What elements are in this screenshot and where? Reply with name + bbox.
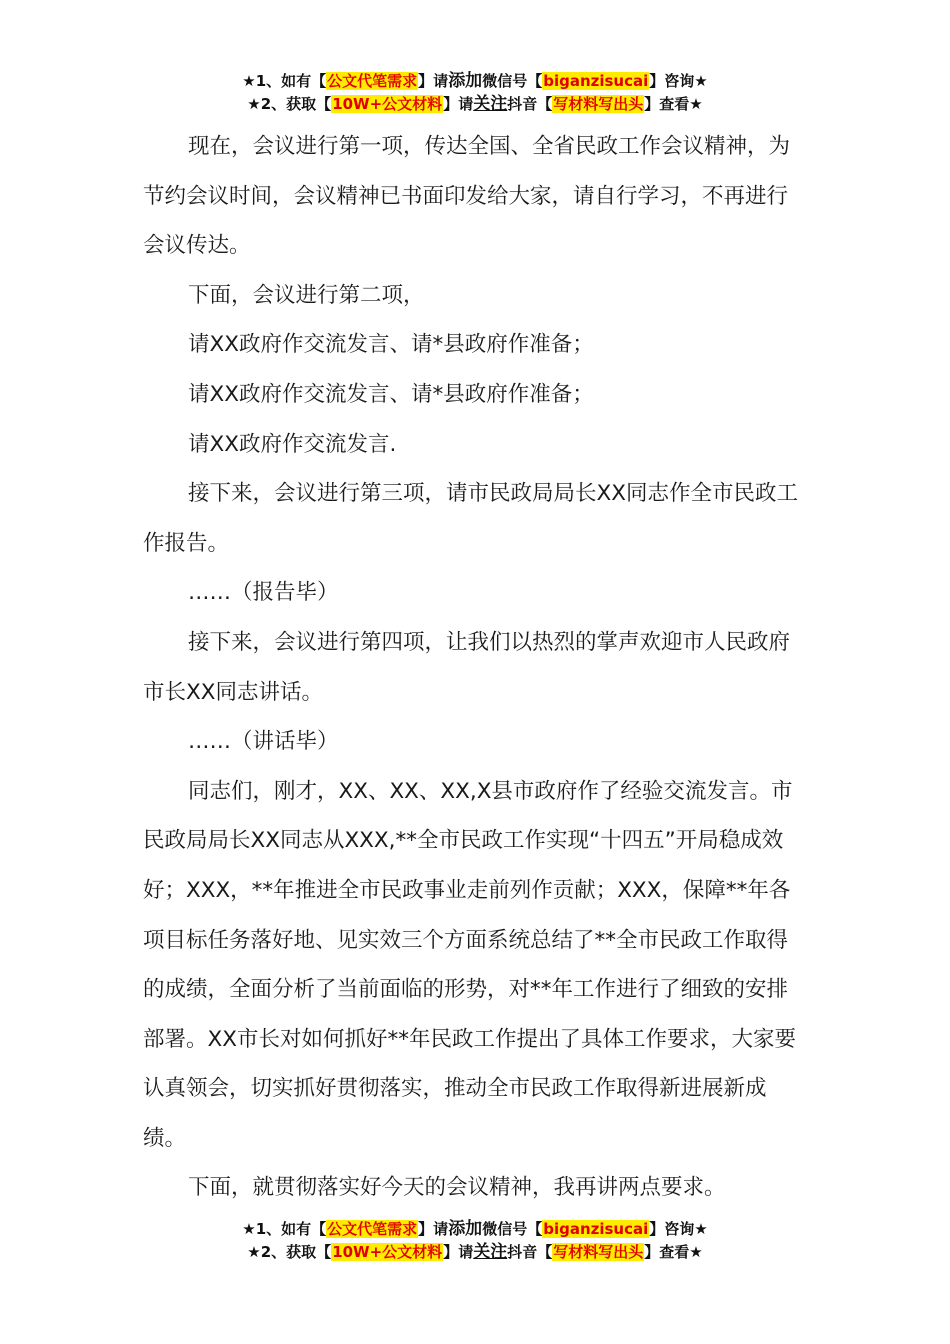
- promo-banner-bottom: [0, 1218, 950, 1264]
- wechat-id: biganzisucai: [543, 72, 649, 90]
- star-icon: ★: [689, 95, 703, 113]
- wechat-id: biganzisucai: [543, 1220, 649, 1238]
- douyin-account: 写材料写出头: [553, 95, 644, 113]
- promo-line-2: ★2、获取【10W+公文材料】请关注抖音【写材料写出头】查看★: [247, 94, 703, 114]
- star-icon: ★: [242, 72, 256, 90]
- promo-line-1: ★1、如有【公文代笔需求】请添加微信号【biganzisucai】咨询★: [242, 1219, 708, 1239]
- star-icon: ★: [694, 1220, 708, 1238]
- paragraph: 请XX政府作交流发言、请*县政府作准备；: [188, 381, 594, 407]
- star-icon: ★: [247, 95, 261, 113]
- paragraph: ……（报告毕）: [188, 580, 339, 606]
- paragraph: 同志们，刚才，XX、XX、XX,X县市政府作了经验交流发言。市民政局局长XX同志从XXX,**全市民政工作实现“十四五”开局稳成效好；XXX，**年推进全市民政事业走前列作贡献；XXX，保障**年各项目标任务落好地、见实效三个方面系统总结了**全市民政工作取得的成绩，全面分析了当前面临的形势，对**年工作进行了细致的安排部署。XX市长对如何抓好**年民政工作提出了具体工作要求，大家要认真领会，切实抓好贯彻落实，推动全市民政工作取得新进展新成绩。: [143, 778, 796, 1151]
- promo-line-2: ★2、获取【10W+公文材料】请关注抖音【写材料写出头】查看★: [247, 1242, 703, 1262]
- star-icon: ★: [247, 1243, 261, 1261]
- paragraph: 请XX政府作交流发言.: [188, 431, 397, 457]
- star-icon: ★: [242, 1220, 256, 1238]
- paragraph: ……（讲话毕）: [188, 729, 339, 755]
- paragraph: 下面，就贯彻落实好今天的会议精神，我再讲两点要求。: [188, 1175, 726, 1201]
- douyin-account: 写材料写出头: [553, 1243, 644, 1261]
- promo-banner-top: [0, 70, 950, 116]
- paragraph: 请XX政府作交流发言、请*县政府作准备；: [188, 332, 594, 358]
- paragraph: 现在，会议进行第一项，传达全国、全省民政工作会议精神，为节约会议时间，会议精神已书面印发给大家，请自行学习，不再进行会议传达。: [143, 134, 791, 259]
- document-body: [143, 122, 808, 1213]
- promo-line-1: ★1、如有【公文代笔需求】请添加微信号【biganzisucai】咨询★: [242, 71, 708, 91]
- paragraph: 接下来，会议进行第四项，让我们以热烈的掌声欢迎市人民政府市长XX同志讲话。: [143, 629, 791, 705]
- star-icon: ★: [689, 1243, 703, 1261]
- paragraph: 接下来，会议进行第三项，请市民政局局长XX同志作全市民政工作报告。: [143, 481, 798, 556]
- star-icon: ★: [694, 72, 708, 90]
- paragraph: 下面，会议进行第二项，: [188, 282, 425, 308]
